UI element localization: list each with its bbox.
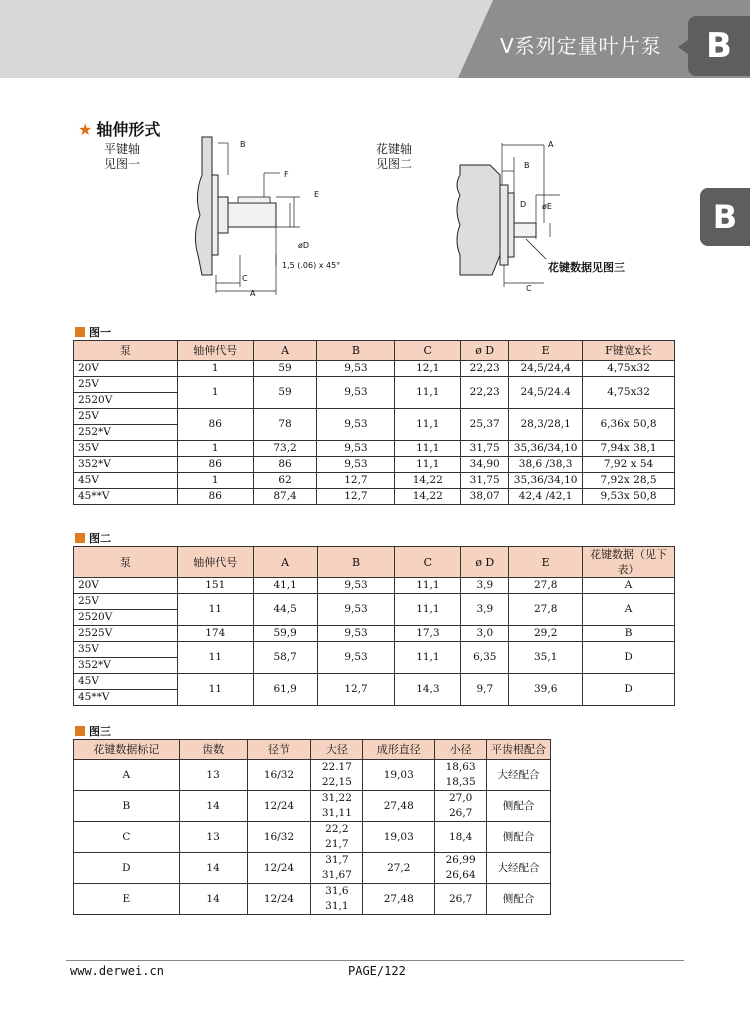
pitch-cell: 12/24	[247, 884, 311, 915]
value-cell-f: 4,75x32	[583, 361, 675, 377]
fig2-table	[73, 546, 675, 706]
value-cell-b: 9,53	[317, 441, 395, 457]
pump-model-cell: 25V	[74, 409, 178, 425]
diagram2-label-b: B	[524, 161, 530, 170]
fig1-title: 图一	[75, 324, 111, 340]
minor-diameter-cell	[435, 822, 487, 853]
value-cell-d: 3,0	[461, 626, 509, 642]
value-cell-f: A	[583, 578, 675, 594]
value-cell-f: 9,53x 50,8	[583, 489, 675, 505]
keyed-shaft-diagram	[180, 135, 370, 300]
value-cell-f: 7,92x 28,5	[583, 473, 675, 489]
major-value: 31,6	[325, 885, 349, 897]
value-cell-b: 9,53	[317, 361, 395, 377]
value-cell-e: 24,5/24,4	[509, 361, 583, 377]
value-cell-b: 9,53	[317, 626, 395, 642]
pump-model-cell: 35V	[74, 441, 178, 457]
column-header: B	[317, 341, 395, 361]
value-cell-f: B	[583, 626, 675, 642]
diagram1-label-e: E	[314, 190, 320, 199]
value-cell-e: 35,36/34,10	[509, 441, 583, 457]
table-row	[74, 377, 675, 393]
value-cell-f: D	[583, 642, 675, 674]
header-title: V系列定量叶片泵	[500, 34, 662, 58]
section-title: ★ 轴伸形式	[78, 120, 161, 139]
value-cell-c: 14,22	[395, 473, 461, 489]
pump-model-cell: 35V	[74, 642, 178, 658]
value-cell-c: 11,1	[395, 441, 461, 457]
minor-value: 18,63	[445, 761, 476, 773]
column-header: C	[395, 547, 461, 578]
spline-mark-cell: C	[74, 822, 180, 853]
value-cell-b: 9,53	[317, 642, 395, 674]
major-diameter-cell	[311, 853, 363, 884]
minor-diameter-cell	[435, 760, 487, 791]
spline-shaft-diagram	[450, 135, 650, 300]
diagram2-label-c: C	[526, 284, 532, 293]
table-header-row	[74, 740, 551, 760]
value-cell-a: 59,9	[253, 626, 317, 642]
spline-mark-cell: E	[74, 884, 180, 915]
major-diameter-cell	[311, 884, 363, 915]
fit-type-cell: 侧配合	[487, 791, 551, 822]
diagram2-label-d: D	[520, 200, 527, 209]
pump-model-cell: 2525V	[74, 626, 178, 642]
minor-diameter-cell	[435, 884, 487, 915]
minor-value: 26,64	[445, 869, 476, 881]
column-header: 大径	[311, 740, 363, 760]
footer-page-number: PAGE/122	[348, 964, 406, 978]
value-cell-e: 35,36/34,10	[509, 473, 583, 489]
table-row	[74, 473, 675, 489]
footer-divider	[66, 960, 684, 961]
column-header: 轴伸代号	[177, 341, 253, 361]
value-cell-f: A	[583, 594, 675, 626]
value-cell-a: 58,7	[253, 642, 317, 674]
fig2-title: 图二	[75, 530, 111, 546]
value-cell-c: 17,3	[395, 626, 461, 642]
value-cell-a: 59	[253, 361, 317, 377]
value-cell-e: 35,1	[509, 642, 583, 674]
pump-model-cell: 352*V	[74, 457, 178, 473]
value-cell-c: 11,1	[395, 594, 461, 626]
value-cell-code: 11	[177, 594, 253, 626]
value-cell-code: 86	[177, 457, 253, 473]
column-header: B	[317, 547, 395, 578]
major-value: 31,67	[321, 869, 352, 881]
fig3-table	[73, 739, 551, 915]
value-cell-b: 9,53	[317, 457, 395, 473]
pump-model-cell: 2520V	[74, 393, 178, 409]
table-row	[74, 760, 551, 791]
value-cell-d: 22,23	[461, 361, 509, 377]
column-header: 小径	[435, 740, 487, 760]
column-header: 齿数	[179, 740, 247, 760]
pump-model-cell: 45**V	[74, 489, 178, 505]
table-row	[74, 489, 675, 505]
value-cell-c: 11,1	[395, 377, 461, 409]
value-cell-c: 11,1	[395, 409, 461, 441]
value-cell-a: 44,5	[253, 594, 317, 626]
spline-mark-cell: D	[74, 853, 180, 884]
pitch-cell: 12/24	[247, 791, 311, 822]
value-cell-f: 4,75x32	[583, 377, 675, 409]
value-cell-a: 87,4	[253, 489, 317, 505]
column-header: ø D	[461, 341, 509, 361]
pump-model-cell: 2520V	[74, 610, 178, 626]
value-cell-f: 7,92 x 54	[583, 457, 675, 473]
value-cell-c: 14,22	[395, 489, 461, 505]
minor-value: 18,4	[448, 830, 473, 843]
footer-website: www.derwei.cn	[70, 964, 164, 978]
value-cell-f: 6,36x 50,8	[583, 409, 675, 441]
value-cell-b: 9,53	[317, 377, 395, 409]
value-cell-a: 62	[253, 473, 317, 489]
pump-model-cell: 25V	[74, 377, 178, 393]
teeth-cell: 13	[179, 760, 247, 791]
value-cell-d: 6,35	[461, 642, 509, 674]
value-cell-d: 34,90	[461, 457, 509, 473]
diagram1-label-d: øD	[298, 241, 310, 250]
table-row	[74, 409, 675, 425]
column-header: 平齿根配合	[487, 740, 551, 760]
value-cell-code: 151	[177, 578, 253, 594]
value-cell-d: 38,07	[461, 489, 509, 505]
spline-mark-cell: A	[74, 760, 180, 791]
column-header: A	[253, 341, 317, 361]
pump-model-cell: 20V	[74, 578, 178, 594]
pump-model-cell: 252*V	[74, 425, 178, 441]
table-row	[74, 441, 675, 457]
pump-model-cell: 352*V	[74, 658, 178, 674]
table-row	[74, 642, 675, 658]
value-cell-f: 7,94x 38,1	[583, 441, 675, 457]
form-diameter-cell: 27,48	[363, 791, 435, 822]
column-header: E	[509, 547, 583, 578]
minor-value: 26,7	[448, 892, 473, 905]
column-header: E	[509, 341, 583, 361]
star-icon: ★	[78, 120, 93, 139]
diagram2-caption: 花键轴 见图二	[376, 142, 413, 171]
form-diameter-cell: 19,03	[363, 822, 435, 853]
form-diameter-cell: 27,2	[363, 853, 435, 884]
column-header: 泵	[74, 341, 178, 361]
pump-model-cell: 20V	[74, 361, 178, 377]
minor-value: 27,0	[448, 792, 473, 804]
diagram1-label-f: F	[284, 170, 289, 179]
table-header-row	[74, 547, 675, 578]
column-header: 径节	[247, 740, 311, 760]
value-cell-code: 86	[177, 489, 253, 505]
major-value: 22.17	[321, 761, 352, 773]
major-value: 31,11	[321, 807, 352, 819]
pump-model-cell: 25V	[74, 594, 178, 610]
value-cell-e: 28,3/28,1	[509, 409, 583, 441]
form-diameter-cell: 19,03	[363, 760, 435, 791]
value-cell-e: 39,6	[509, 674, 583, 706]
major-value: 31,22	[321, 792, 352, 804]
value-cell-c: 14,3	[395, 674, 461, 706]
value-cell-e: 27,8	[509, 578, 583, 594]
diagram2-spline-note: 花键数据见图三	[548, 261, 625, 274]
value-cell-e: 29,2	[509, 626, 583, 642]
teeth-cell: 14	[179, 791, 247, 822]
column-header: F键宽x长	[583, 341, 675, 361]
minor-value: 18,35	[445, 776, 476, 788]
table-row	[74, 594, 675, 610]
column-header: 花键数据标记	[74, 740, 180, 760]
diagram1-caption: 平键轴 见图一	[104, 142, 141, 171]
value-cell-a: 86	[253, 457, 317, 473]
major-value: 21,7	[325, 838, 349, 850]
minor-value: 26,99	[445, 854, 476, 866]
pump-model-cell: 45**V	[74, 690, 178, 706]
value-cell-a: 73,2	[253, 441, 317, 457]
major-value: 22,15	[321, 776, 352, 788]
teeth-cell: 14	[179, 884, 247, 915]
table-header-row	[74, 341, 675, 361]
value-cell-b: 9,53	[317, 409, 395, 441]
pump-model-cell: 45V	[74, 674, 178, 690]
value-cell-d: 31,75	[461, 441, 509, 457]
fit-type-cell: 大经配合	[487, 853, 551, 884]
table-row	[74, 853, 551, 884]
teeth-cell: 14	[179, 853, 247, 884]
column-header: 泵	[74, 547, 178, 578]
value-cell-code: 1	[177, 377, 253, 409]
value-cell-code: 1	[177, 441, 253, 457]
diagram1-label-b: B	[240, 140, 246, 149]
value-cell-d: 3,9	[461, 594, 509, 626]
diagram1-label-chamfer: 1,5 (.06) x 45°	[282, 261, 341, 270]
value-cell-a: 59	[253, 377, 317, 409]
column-header: 成形直径	[363, 740, 435, 760]
form-diameter-cell: 27,48	[363, 884, 435, 915]
fit-type-cell: 侧配合	[487, 822, 551, 853]
minor-value: 26,7	[448, 807, 473, 819]
diagram2-label-a: A	[548, 140, 554, 149]
value-cell-d: 22,23	[461, 377, 509, 409]
major-value: 31,1	[325, 900, 349, 912]
diagram2-label-e: øE	[542, 202, 552, 211]
column-header: 轴伸代号	[177, 547, 253, 578]
value-cell-b: 12,7	[317, 473, 395, 489]
value-cell-code: 1	[177, 361, 253, 377]
major-value: 22,2	[325, 823, 349, 835]
column-header: 花键数据（见下表）	[583, 547, 675, 578]
diagram1-label-c: C	[242, 274, 248, 283]
value-cell-code: 174	[177, 626, 253, 642]
minor-diameter-cell	[435, 791, 487, 822]
table-row	[74, 457, 675, 473]
spline-mark-cell: B	[74, 791, 180, 822]
value-cell-e: 42,4 /42,1	[509, 489, 583, 505]
value-cell-d: 25,37	[461, 409, 509, 441]
table-row	[74, 674, 675, 690]
teeth-cell: 13	[179, 822, 247, 853]
value-cell-code: 11	[177, 674, 253, 706]
table-row	[74, 822, 551, 853]
value-cell-a: 41,1	[253, 578, 317, 594]
value-cell-b: 12,7	[317, 674, 395, 706]
value-cell-b: 9,53	[317, 578, 395, 594]
value-cell-code: 1	[177, 473, 253, 489]
pitch-cell: 16/32	[247, 760, 311, 791]
fit-type-cell: 侧配合	[487, 884, 551, 915]
major-value: 31,7	[325, 854, 349, 866]
minor-diameter-cell	[435, 853, 487, 884]
value-cell-d: 9,7	[461, 674, 509, 706]
pitch-cell: 16/32	[247, 822, 311, 853]
column-header: ø D	[461, 547, 509, 578]
value-cell-d: 3,9	[461, 578, 509, 594]
table-row	[74, 578, 675, 594]
table-row	[74, 626, 675, 642]
value-cell-c: 12,1	[395, 361, 461, 377]
value-cell-f: D	[583, 674, 675, 706]
table-row	[74, 884, 551, 915]
value-cell-e: 27,8	[509, 594, 583, 626]
value-cell-d: 31,75	[461, 473, 509, 489]
value-cell-c: 11,1	[395, 457, 461, 473]
value-cell-b: 12,7	[317, 489, 395, 505]
orange-square-icon	[75, 327, 85, 337]
table-row	[74, 791, 551, 822]
fig3-title: 图三	[75, 723, 111, 739]
value-cell-a: 78	[253, 409, 317, 441]
table-row	[74, 361, 675, 377]
column-header: A	[253, 547, 317, 578]
value-cell-c: 11,1	[395, 578, 461, 594]
value-cell-e: 24,5/24.4	[509, 377, 583, 409]
pump-model-cell: 45V	[74, 473, 178, 489]
side-section-tab: B	[700, 188, 750, 246]
column-header: C	[395, 341, 461, 361]
fig1-table	[73, 340, 675, 505]
diagram1-label-a: A	[250, 289, 256, 298]
major-diameter-cell	[311, 760, 363, 791]
value-cell-c: 11,1	[395, 642, 461, 674]
value-cell-b: 9,53	[317, 594, 395, 626]
orange-square-icon	[75, 533, 85, 543]
fit-type-cell: 大经配合	[487, 760, 551, 791]
pitch-cell: 12/24	[247, 853, 311, 884]
value-cell-code: 11	[177, 642, 253, 674]
major-diameter-cell	[311, 791, 363, 822]
header-section-tab: B	[688, 16, 750, 76]
major-diameter-cell	[311, 822, 363, 853]
value-cell-code: 86	[177, 409, 253, 441]
value-cell-e: 38,6 /38,3	[509, 457, 583, 473]
orange-square-icon	[75, 726, 85, 736]
value-cell-a: 61,9	[253, 674, 317, 706]
